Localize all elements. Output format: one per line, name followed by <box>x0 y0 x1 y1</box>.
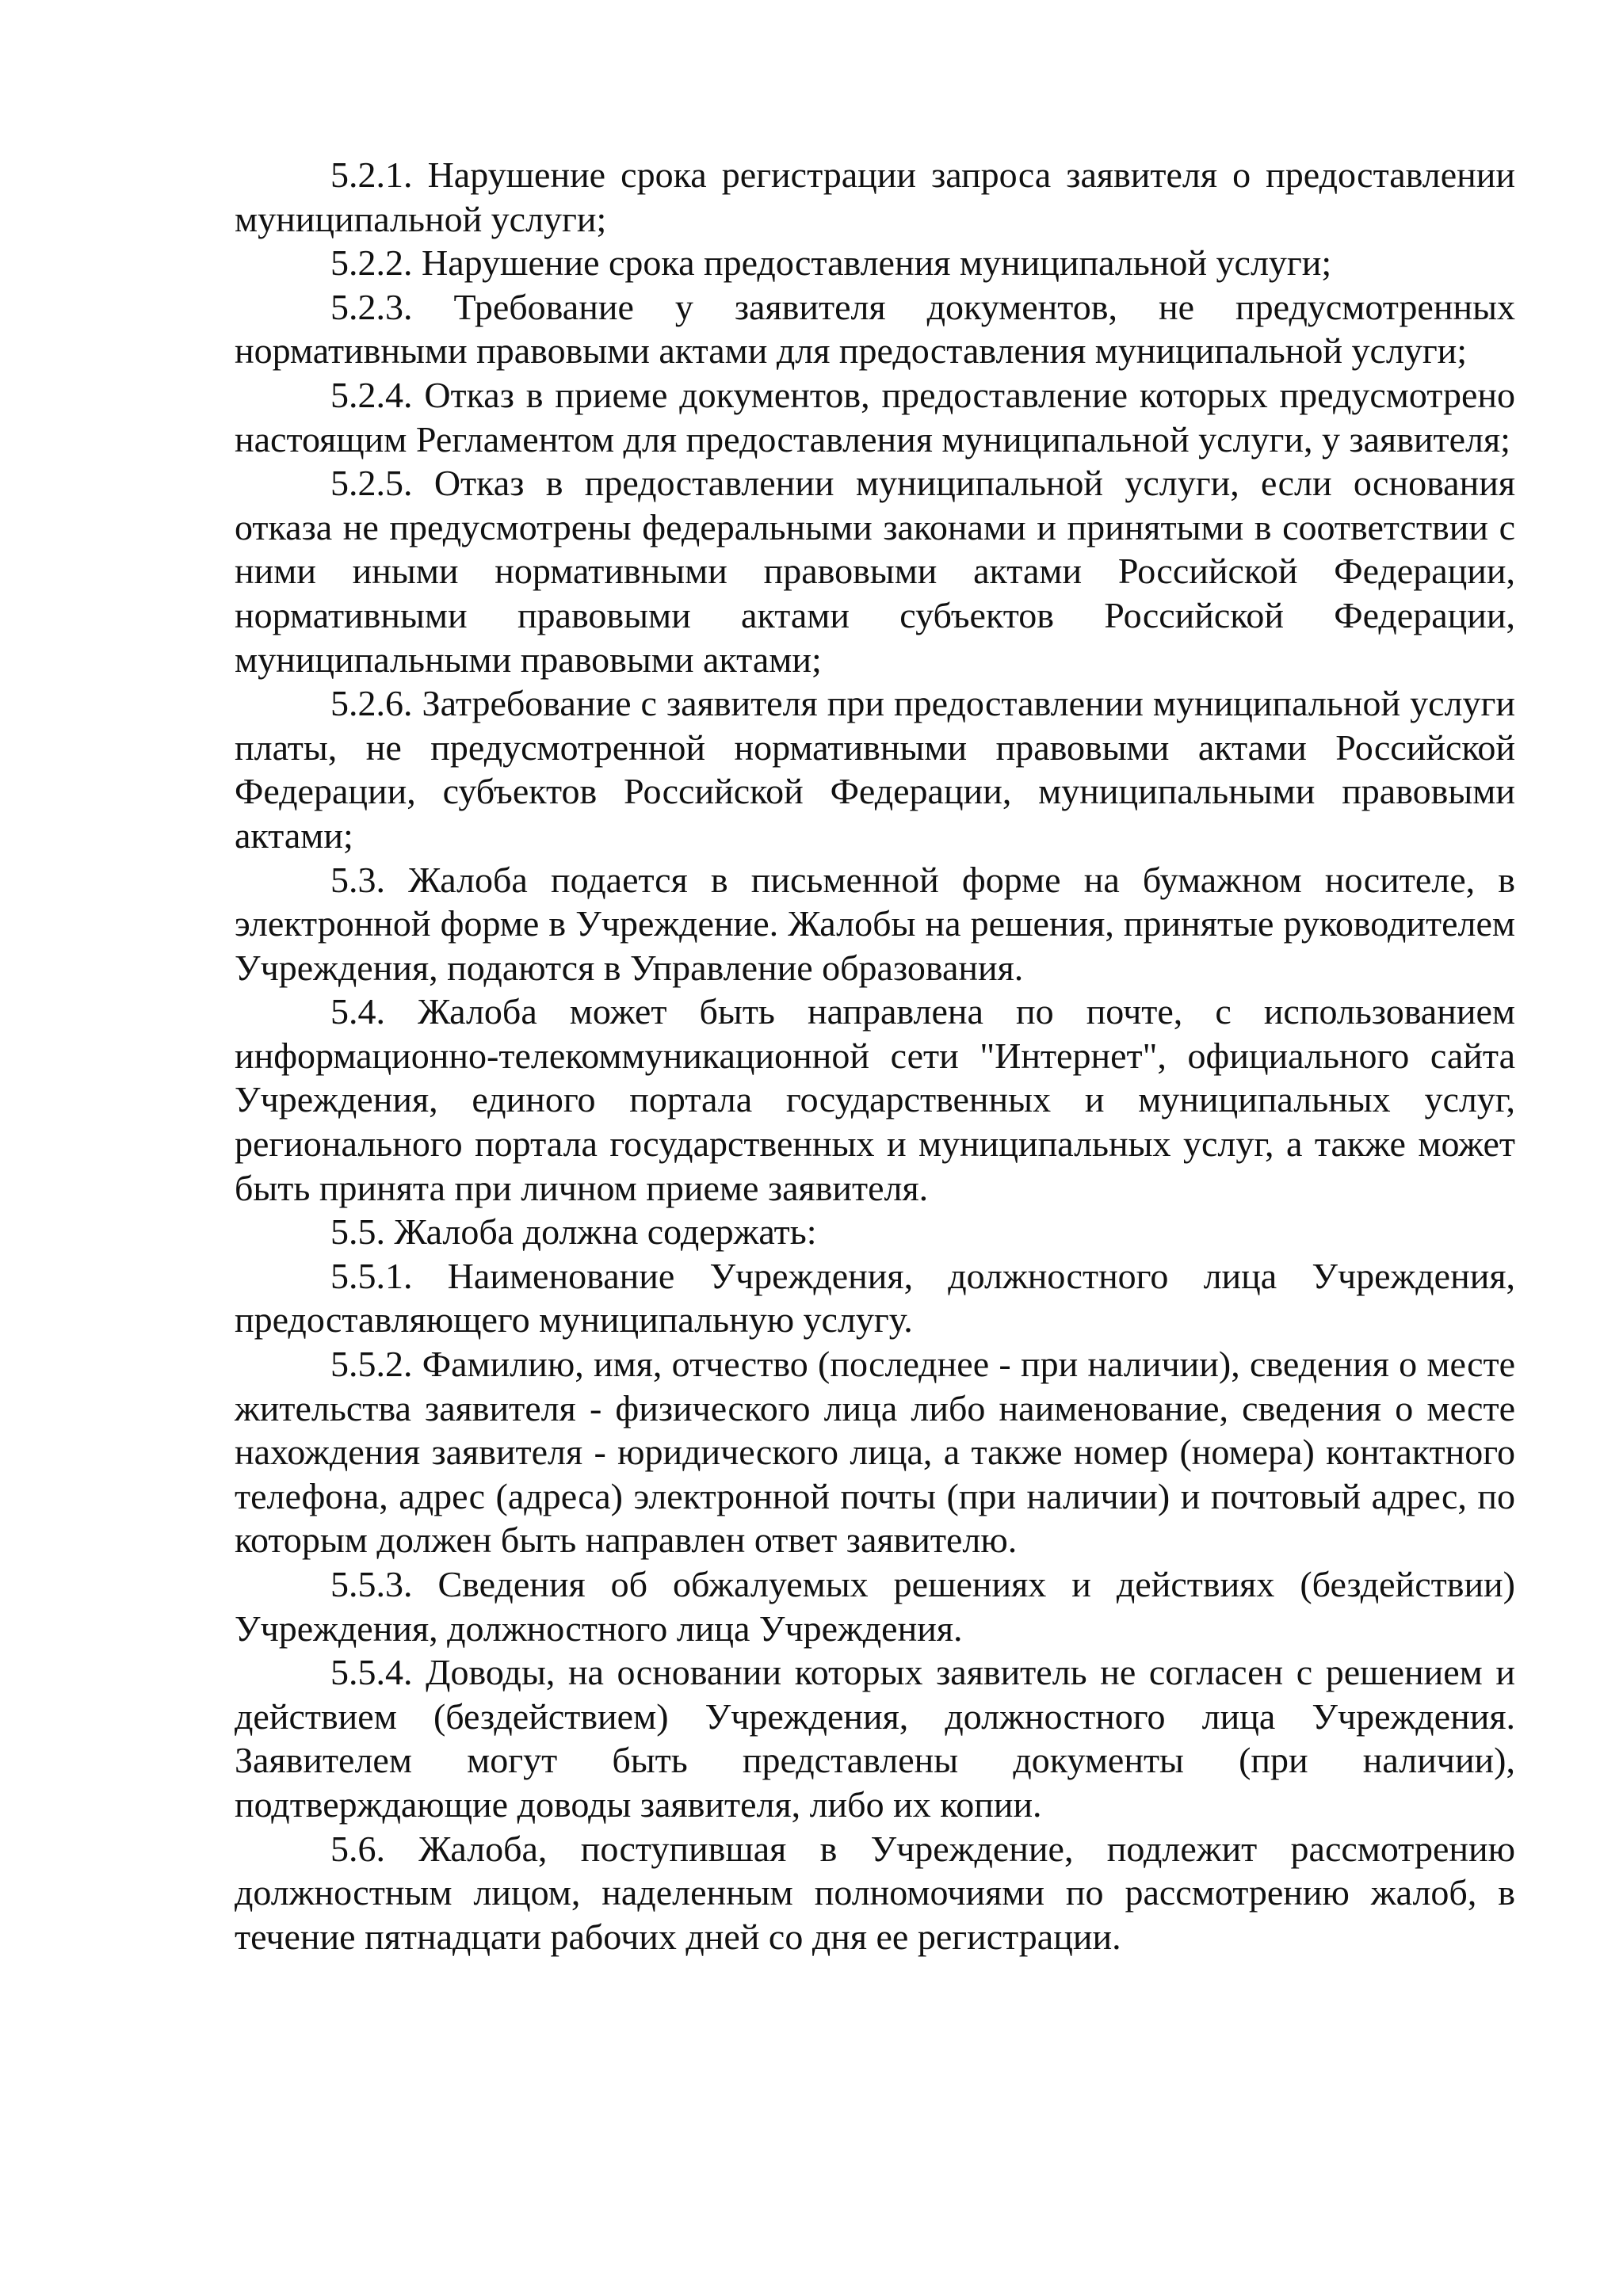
document-body <box>235 153 1515 1958</box>
paragraph-5-3: 5.3. Жалоба подается в письменной форме на бумажном носителе, в электронной форме в Учреждение. Жалобы на решения, принятые руководителем Учреждения, подаются в Управление образования. <box>235 859 1515 988</box>
paragraph-5-5-2: 5.5.2. Фамилию, имя, отчество (последнее - при наличии), сведения о месте жительства заявителя - физического лица либо наименование, сведения о месте нахождения заявителя - юридического лица, а также номер (номера) контактного телефона, адрес (адреса) электронной почты (при наличии) и почтовый адрес, по которым должен быть направлен ответ заявителю. <box>235 1344 1515 1561</box>
paragraph-5-2-3: 5.2.3. Требование у заявителя документов, не предусмотренных нормативными правовыми актами для предоставления муниципальной услуги; <box>235 286 1515 372</box>
paragraph-5-2-6: 5.2.6. Затребование с заявителя при предоставлении муниципальной услуги платы, не предусмотренной нормативными правовыми актами Российской Федерации, субъектов Российской Федерации, муниципальными правовыми актами; <box>235 683 1515 856</box>
paragraph-5-4: 5.4. Жалоба может быть направлена по почте, с использованием информационно-телекоммуникационной сети "Интернет", официального сайта Учреждения, единого портала государственных и муниципальных услуг, регионального портала государственных и муниципальных услуг, а также может быть принята при личном приеме заявителя. <box>235 991 1515 1208</box>
paragraph-5-6: 5.6. Жалоба, поступившая в Учреждение, подлежит рассмотрению должностным лицом, наделенным полномочиями по рассмотрению жалоб, в течение пятнадцати рабочих дней со дня ее регистрации. <box>235 1828 1515 1957</box>
paragraph-5-5-1: 5.5.1. Наименование Учреждения, должностного лица Учреждения, предоставляющего муниципальную услугу. <box>235 1255 1515 1341</box>
paragraph-5-5-3: 5.5.3. Сведения об обжалуемых решениях и действиях (бездействии) Учреждения, должностного лица Учреждения. <box>235 1564 1515 1649</box>
paragraph-5-2-1: 5.2.1. Нарушение срока регистрации запроса заявителя о предоставлении муниципальной услуги; <box>235 154 1515 239</box>
paragraph-5-5-4: 5.5.4. Доводы, на основании которых заявитель не согласен с решением и действием (бездействием) Учреждения, должностного лица Учреждения. Заявителем могут быть представлены документы (при наличии), подтверждающие доводы заявителя, либо их копии. <box>235 1652 1515 1825</box>
paragraph-5-2-2: 5.2.2. Нарушение срока предоставления муниципальной услуги; <box>330 242 1332 284</box>
paragraph-5-2-4: 5.2.4. Отказ в приеме документов, предоставление которых предусмотрено настоящим Регламентом для предоставления муниципальной услуги, у заявителя; <box>235 374 1515 460</box>
paragraph-5-2-5: 5.2.5. Отказ в предоставлении муниципальной услуги, если основания отказа не предусмотрены федеральными законами и принятыми в соответствии с ними иными нормативными правовыми актами Российской Федерации, нормативными правовыми актами субъектов Российской Федерации, муниципальными правовыми актами; <box>235 463 1515 680</box>
paragraph-5-5: 5.5. Жалоба должна содержать: <box>330 1211 817 1253</box>
